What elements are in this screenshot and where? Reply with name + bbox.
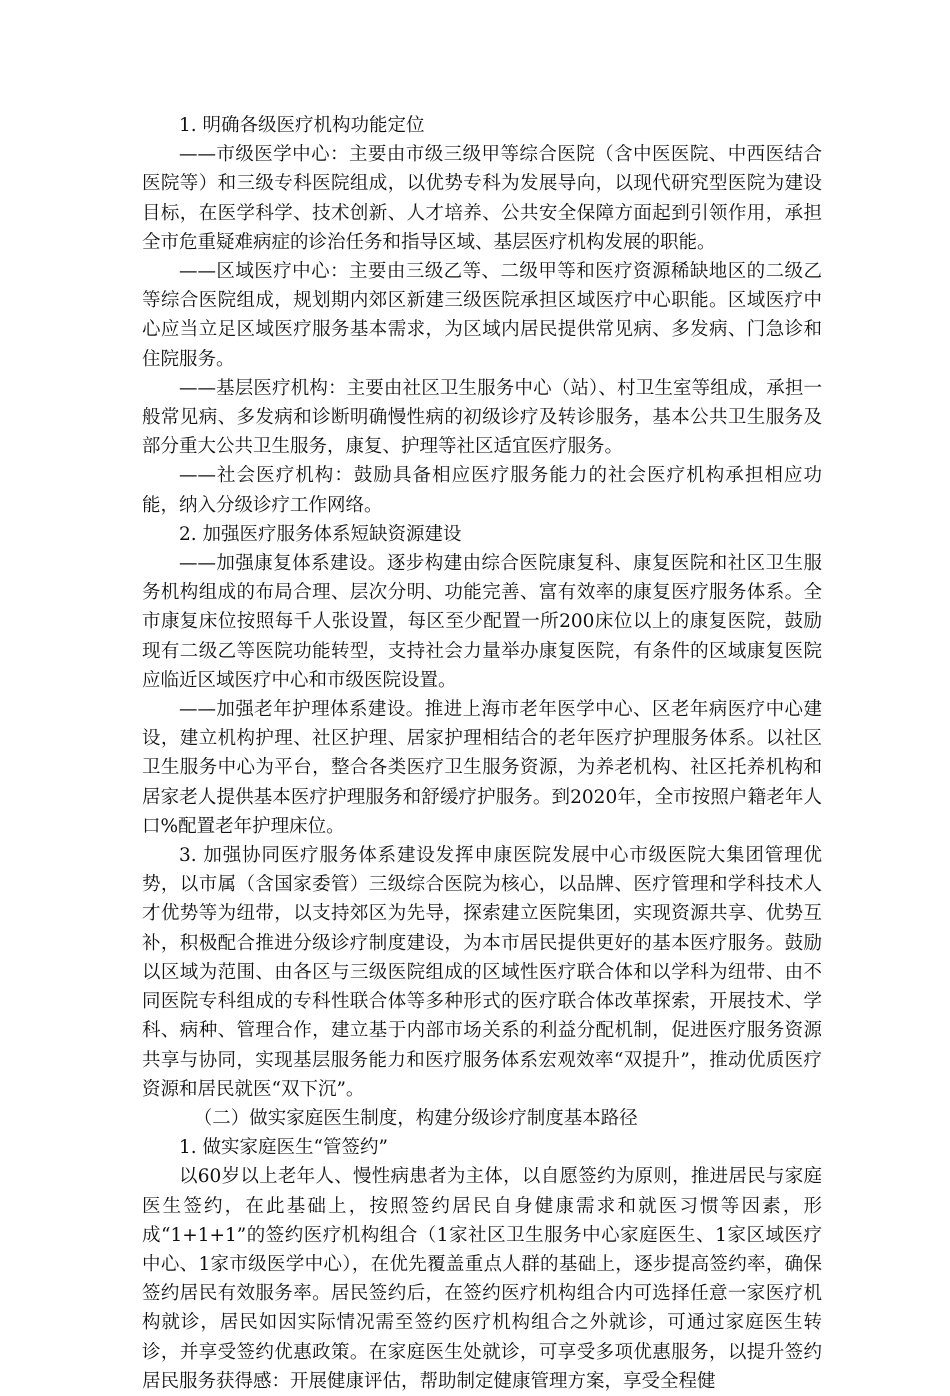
document-body	[142, 111, 822, 1396]
heading-2: 2. 加强医疗服务体系短缺资源建设	[179, 523, 462, 545]
heading-family-doctor: 1. 做实家庭医生“管签约”	[179, 1137, 388, 1159]
paragraph-social-medical: ——社会医疗机构：鼓励具备相应医疗服务能力的社会医疗机构承担相应功能，纳入分级诊疗工作网络。	[142, 465, 822, 516]
paragraph-collaborative-service: 3. 加强协同医疗服务体系建设发挥申康医院发展中心市级医院大集团管理优势，以市属（含国家委管）三级综合医院为核心，以品牌、医疗管理和学科技术人才优势等为纽带，以支持郊区为先导，探索建立医院集团，实现资源共享、优势互补，积极配合推进分级诊疗制度建设，为本市居民提供更好的基本医疗服务。鼓励以区域为范围、由各区与三级医院组成的区域性医疗联合体和以学科为纽带、由不同医院专科组成的专科性联合体等多种形式的医疗联合体改革探索，开展技术、学科、病种、管理合作，建立基于内部市场关系的利益分配机制，促进医疗服务资源共享与协同，实现基层服务能力和医疗服务体系宏观效率“双提升”，推动优质医疗资源和居民就医“双下沉”。	[142, 845, 822, 1100]
paragraph-regional-medical-center: ——区域医疗中心：主要由三级乙等、二级甲等和医疗资源稀缺地区的二级乙等综合医院组成，规划期内郊区新建三级医院承担区域医疗中心职能。区域医疗中心应当立足区域医疗服务基本需求，为区域内居民提供常见病、多发病、门急诊和住院服务。	[142, 261, 822, 370]
section-heading-2: （二）做实家庭医生制度，构建分级诊疗制度基本路径	[193, 1107, 638, 1129]
heading-1: 1. 明确各级医疗机构功能定位	[179, 115, 425, 136]
paragraph-city-medical-center: ——市级医学中心：主要由市级三级甲等综合医院（含中医医院、中西医结合医院等）和三级专科医院组成，以优势专科为发展导向，以现代研究型医院为建设目标，在医学科学、技术创新、人才培养、公共安全保障方面起到引领作用，承担全市危重疑难病症的诊治任务和指导区域、基层医疗机构发展的职能。	[142, 144, 822, 253]
paragraph-rehab-system: ——加强康复体系建设。逐步构建由综合医院康复科、康复医院和社区卫生服务机构组成的布局合理、层次分明、功能完善、富有效率的康复医疗服务体系。全市康复床位按照每千人张设置，每区至少配置一所200床位以上的康复医院，鼓励现有二级乙等医院功能转型，支持社会力量举办康复医院，有条件的区域康复医院应临近区域医疗中心和市级医院设置。	[142, 553, 822, 691]
paragraph-primary-care: ——基层医疗机构：主要由社区卫生服务中心（站）、村卫生室等组成，承担一般常见病、多发病和诊断明确慢性病的初级诊疗及转诊服务，基本公共卫生服务及部分重大公共卫生服务，康复、护理等社区适宜医疗服务。	[142, 377, 822, 458]
paragraph-family-doctor-signing: 以60岁以上老年人、慢性病患者为主体，以自愿签约为原则，推进居民与家庭医生签约，在此基础上，按照签约居民自身健康需求和就医习惯等因素，形成“1+1+1”的签约医疗机构组合（1家社区卫生服务中心家庭医生、1家区域医疗中心、1家市级医学中心），在优先覆盖重点人群的基础上，逐步提高签约率，确保签约居民有效服务率。居民签约后，在签约医疗机构组合内可选择任意一家医疗机构就诊，居民如因实际情况需至签约医疗机构组合之外就诊，可通过家庭医生转诊，并享受签约优惠政策。在家庭医生处就诊，可享受多项优惠服务，以提升签约居民服务获得感：开展健康评估，帮助制定健康管理方案，享受全程健	[142, 1166, 822, 1392]
paragraph-elderly-care: ——加强老年护理体系建设。推进上海市老年医学中心、区老年病医疗中心建设，建立机构护理、社区护理、居家护理相结合的老年医疗护理服务体系。以社区卫生服务中心为平台，整合各类医疗卫生服务资源，为养老机构、社区托养机构和居家老人提供基本医疗护理服务和舒缓疗护服务。到2020年，全市按照户籍老年人口%配置老年护理床位。	[142, 699, 822, 837]
